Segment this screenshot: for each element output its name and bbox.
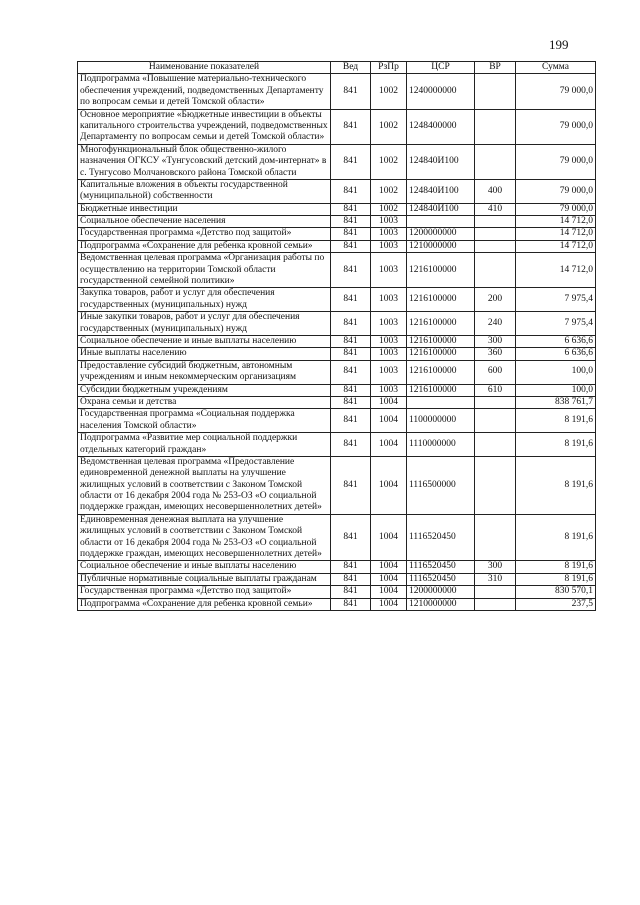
- cell-ved: 841: [331, 335, 371, 347]
- cell-sum: 8 191,6: [516, 433, 596, 457]
- cell-sum: 14 712,0: [516, 216, 596, 228]
- table-header-row: [78, 62, 596, 74]
- cell-name: Государственная программа «Детство под защитой»: [78, 228, 331, 240]
- cell-vr: [475, 396, 516, 408]
- cell-name: Подпрограмма «Сохранение для ребенка кровной семьи»: [78, 598, 331, 610]
- cell-ved: 841: [331, 433, 371, 457]
- cell-sum: 14 712,0: [516, 253, 596, 288]
- table-row: [78, 396, 596, 408]
- cell-vr: [475, 433, 516, 457]
- cell-ved: 841: [331, 216, 371, 228]
- table-row: [78, 109, 596, 144]
- cell-sum: 14 712,0: [516, 228, 596, 240]
- header-csr: ЦСР: [407, 62, 475, 74]
- cell-name: Подпрограмма «Развитие мер социальной поддержки отдельных категорий граждан»: [78, 433, 331, 457]
- cell-csr: 1116520450: [407, 561, 475, 573]
- cell-vr: 300: [475, 335, 516, 347]
- cell-csr: 1216100000: [407, 384, 475, 396]
- cell-sum: 237,5: [516, 598, 596, 610]
- cell-csr: 1216100000: [407, 348, 475, 360]
- table-row: [78, 433, 596, 457]
- cell-ved: 841: [331, 74, 371, 109]
- cell-rzpr: 1003: [371, 216, 407, 228]
- cell-name: Иные закупки товаров, работ и услуг для обеспечения государственных (муниципальных) нужд: [78, 312, 331, 336]
- cell-vr: [475, 409, 516, 433]
- cell-rzpr: 1003: [371, 228, 407, 240]
- cell-sum: 79 000,0: [516, 109, 596, 144]
- cell-vr: [475, 74, 516, 109]
- cell-rzpr: 1003: [371, 240, 407, 252]
- cell-vr: [475, 586, 516, 598]
- cell-sum: 830 570,1: [516, 586, 596, 598]
- cell-ved: 841: [331, 384, 371, 396]
- cell-name: Ведомственная целевая программа «Предоставление единовременной денежной выплаты на улучшение жилищных условий в соответствии с Законом Томской области от 16 декабря 2004 года № 253-ОЗ «О социальной поддержке граждан, имеющих несовершеннолетних детей»: [78, 456, 331, 514]
- cell-ved: 841: [331, 586, 371, 598]
- cell-sum: 7 975,4: [516, 288, 596, 312]
- cell-vr: 200: [475, 288, 516, 312]
- cell-sum: 100,0: [516, 360, 596, 384]
- cell-sum: 8 191,6: [516, 514, 596, 561]
- cell-name: Ведомственная целевая программа «Организация работы по осуществлению на территории Томской области государственной семейной политики»: [78, 253, 331, 288]
- cell-csr: 124840И100: [407, 179, 475, 203]
- cell-sum: 7 975,4: [516, 312, 596, 336]
- cell-vr: [475, 228, 516, 240]
- cell-sum: 79 000,0: [516, 203, 596, 215]
- cell-vr: [475, 598, 516, 610]
- cell-vr: 240: [475, 312, 516, 336]
- cell-name: Субсидии бюджетным учреждениям: [78, 384, 331, 396]
- cell-name: Социальное обеспечение и иные выплаты населению: [78, 335, 331, 347]
- cell-rzpr: 1004: [371, 514, 407, 561]
- cell-csr: 1216100000: [407, 253, 475, 288]
- table-row: [78, 360, 596, 384]
- cell-vr: 600: [475, 360, 516, 384]
- table-row: [78, 74, 596, 109]
- table-row: [78, 456, 596, 514]
- cell-vr: [475, 240, 516, 252]
- cell-csr: 1210000000: [407, 598, 475, 610]
- cell-rzpr: 1004: [371, 598, 407, 610]
- cell-name: Социальное обеспечение и иные выплаты населению: [78, 561, 331, 573]
- cell-rzpr: 1003: [371, 384, 407, 396]
- table-row: [78, 598, 596, 610]
- cell-vr: [475, 253, 516, 288]
- cell-name: Единовременная денежная выплата на улучшение жилищных условий в соответствии с Законом Томской области от 16 декабря 2004 года № 253-ОЗ «О социальной поддержке граждан, имеющих несовершеннолетних детей»: [78, 514, 331, 561]
- cell-csr: 1240000000: [407, 74, 475, 109]
- cell-rzpr: 1003: [371, 253, 407, 288]
- cell-sum: 6 636,6: [516, 348, 596, 360]
- cell-name: Подпрограмма «Сохранение для ребенка кровной семьи»: [78, 240, 331, 252]
- cell-ved: 841: [331, 409, 371, 433]
- table-row: [78, 335, 596, 347]
- cell-csr: [407, 216, 475, 228]
- table-row: [78, 514, 596, 561]
- cell-name: Государственная программа «Социальная поддержка населения Томской области»: [78, 409, 331, 433]
- cell-rzpr: 1003: [371, 360, 407, 384]
- cell-csr: 1216100000: [407, 335, 475, 347]
- cell-csr: 1116520450: [407, 514, 475, 561]
- cell-vr: 300: [475, 561, 516, 573]
- cell-rzpr: 1003: [371, 312, 407, 336]
- cell-rzpr: 1004: [371, 396, 407, 408]
- cell-ved: 841: [331, 396, 371, 408]
- table-row: [78, 240, 596, 252]
- cell-csr: 1200000000: [407, 586, 475, 598]
- cell-ved: 841: [331, 109, 371, 144]
- cell-name: Основное мероприятие «Бюджетные инвестиции в объекты капитального строительства учреждений, подведомственных Департаменту по вопросам семьи и детей Томской области»: [78, 109, 331, 144]
- cell-csr: 1216100000: [407, 360, 475, 384]
- cell-name: Государственная программа «Детство под защитой»: [78, 586, 331, 598]
- cell-name: Предоставление субсидий бюджетным, автономным учреждениям и иным некоммерческим организациям: [78, 360, 331, 384]
- table-row: [78, 216, 596, 228]
- cell-csr: [407, 396, 475, 408]
- cell-vr: 400: [475, 179, 516, 203]
- cell-name: Закупка товаров, работ и услуг для обеспечения государственных (муниципальных) нужд: [78, 288, 331, 312]
- cell-ved: 841: [331, 240, 371, 252]
- cell-csr: 1100000000: [407, 409, 475, 433]
- cell-name: Капитальные вложения в объекты государственной (муниципальной) собственности: [78, 179, 331, 203]
- cell-name: Иные выплаты населению: [78, 348, 331, 360]
- cell-name: Социальное обеспечение населения: [78, 216, 331, 228]
- cell-vr: [475, 514, 516, 561]
- header-rzpr: РзПр: [371, 62, 407, 74]
- table-row: [78, 409, 596, 433]
- cell-rzpr: 1002: [371, 109, 407, 144]
- table-row: [78, 144, 596, 179]
- cell-rzpr: 1004: [371, 433, 407, 457]
- cell-rzpr: 1003: [371, 335, 407, 347]
- cell-sum: 79 000,0: [516, 74, 596, 109]
- cell-ved: 841: [331, 179, 371, 203]
- table-row: [78, 179, 596, 203]
- budget-table: [77, 61, 596, 611]
- cell-csr: 124840И100: [407, 203, 475, 215]
- cell-ved: 841: [331, 312, 371, 336]
- cell-csr: 1110000000: [407, 433, 475, 457]
- cell-ved: 841: [331, 598, 371, 610]
- cell-sum: 8 191,6: [516, 561, 596, 573]
- cell-csr: 1216100000: [407, 312, 475, 336]
- cell-ved: 841: [331, 288, 371, 312]
- cell-sum: 8 191,6: [516, 573, 596, 585]
- header-vr: ВР: [475, 62, 516, 74]
- cell-vr: 610: [475, 384, 516, 396]
- cell-sum: 838 761,7: [516, 396, 596, 408]
- cell-name: Подпрограмма «Повышение материально-технического обеспечения учреждений, подведомственных Департаменту по вопросам семьи и детей Томской области»: [78, 74, 331, 109]
- cell-name: Охрана семьи и детства: [78, 396, 331, 408]
- cell-vr: [475, 456, 516, 514]
- cell-vr: 410: [475, 203, 516, 215]
- cell-rzpr: 1003: [371, 348, 407, 360]
- cell-ved: 841: [331, 348, 371, 360]
- cell-name: Многофункциональный блок общественно-жилого назначения ОГКСУ «Тунгусовский детский дом-интернат» в с. Тунгусово Молчановского района Томской области: [78, 144, 331, 179]
- cell-csr: 1216100000: [407, 288, 475, 312]
- header-ved: Вед: [331, 62, 371, 74]
- table-row: [78, 573, 596, 585]
- cell-csr: 1116520450: [407, 573, 475, 585]
- cell-ved: 841: [331, 203, 371, 215]
- cell-rzpr: 1004: [371, 561, 407, 573]
- cell-csr: 1116500000: [407, 456, 475, 514]
- header-sum: Сумма: [516, 62, 596, 74]
- cell-rzpr: 1003: [371, 288, 407, 312]
- table-row: [78, 288, 596, 312]
- cell-vr: [475, 144, 516, 179]
- cell-sum: 79 000,0: [516, 179, 596, 203]
- table-row: [78, 384, 596, 396]
- cell-csr: 1248400000: [407, 109, 475, 144]
- cell-sum: 100,0: [516, 384, 596, 396]
- table-row: [78, 228, 596, 240]
- table-row: [78, 253, 596, 288]
- cell-ved: 841: [331, 573, 371, 585]
- cell-rzpr: 1002: [371, 179, 407, 203]
- table-row: [78, 312, 596, 336]
- cell-name: Бюджетные инвестиции: [78, 203, 331, 215]
- cell-name: Публичные нормативные социальные выплаты гражданам: [78, 573, 331, 585]
- cell-rzpr: 1002: [371, 74, 407, 109]
- cell-ved: 841: [331, 514, 371, 561]
- cell-ved: 841: [331, 561, 371, 573]
- cell-csr: 1200000000: [407, 228, 475, 240]
- cell-sum: 6 636,6: [516, 335, 596, 347]
- table-row: [78, 561, 596, 573]
- cell-vr: [475, 109, 516, 144]
- cell-vr: 360: [475, 348, 516, 360]
- cell-vr: [475, 216, 516, 228]
- cell-sum: 8 191,6: [516, 409, 596, 433]
- cell-rzpr: 1004: [371, 573, 407, 585]
- header-name: Наименование показателей: [78, 62, 331, 74]
- cell-rzpr: 1002: [371, 203, 407, 215]
- cell-sum: 79 000,0: [516, 144, 596, 179]
- table-body: [78, 74, 596, 611]
- cell-ved: 841: [331, 253, 371, 288]
- page-number: 199: [549, 37, 569, 52]
- cell-ved: 841: [331, 144, 371, 179]
- cell-sum: 8 191,6: [516, 456, 596, 514]
- cell-sum: 14 712,0: [516, 240, 596, 252]
- cell-vr: 310: [475, 573, 516, 585]
- cell-ved: 841: [331, 228, 371, 240]
- cell-rzpr: 1004: [371, 409, 407, 433]
- cell-rzpr: 1002: [371, 144, 407, 179]
- cell-ved: 841: [331, 360, 371, 384]
- cell-csr: 1210000000: [407, 240, 475, 252]
- cell-rzpr: 1004: [371, 456, 407, 514]
- cell-ved: 841: [331, 456, 371, 514]
- table-row: [78, 348, 596, 360]
- table-row: [78, 586, 596, 598]
- cell-csr: 124840И100: [407, 144, 475, 179]
- table-row: [78, 203, 596, 215]
- cell-rzpr: 1004: [371, 586, 407, 598]
